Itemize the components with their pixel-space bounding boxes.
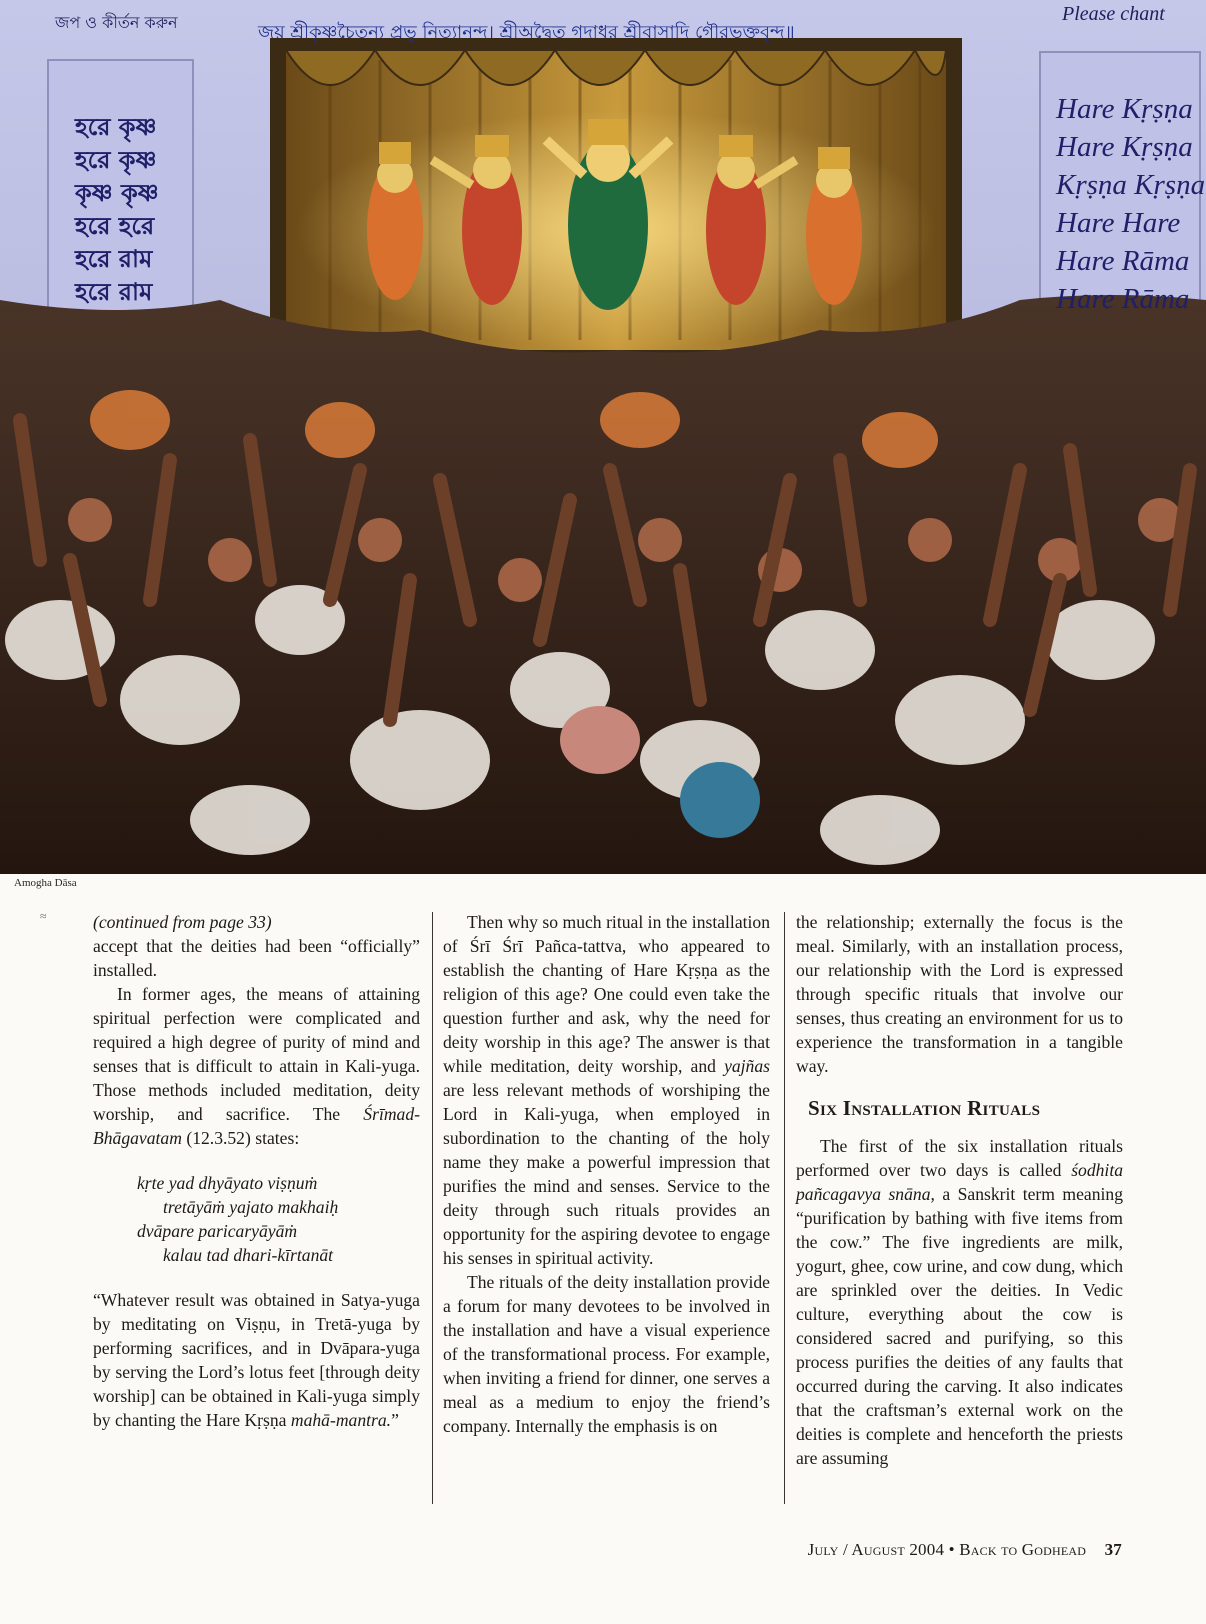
paragraph-text: “Whatever result was obtained in Satya-yuga by meditating on Viṣṇu, in Tretā-yuga by performing sacrifices, and in Dvāpara-yuga by serving the Lord’s lotus feet [through deity worship] can be obtained in Kali-yuga simply by chanting the Hare Kṛṣṇa (93, 1290, 420, 1430)
corner-mark: ≈ (40, 909, 47, 923)
continued-note: (continued from page 33) (93, 912, 272, 932)
paragraph-text: Then why so much ritual in the installation of Śrī Śrī Pañca-tattva, who appeared to establish the chanting of Hare Kṛṣṇa as the religion of this age? One could even take the question further and ask, why the need for deity worship in this age? The answer is that while meditation, deity worship, and (443, 912, 770, 1076)
paragraph-text: The first of the six installation rituals performed over two days is called (796, 1136, 1123, 1180)
column-rule-1 (432, 912, 433, 1504)
bengali-chant-label: জপ ও কীর্তন করুন (55, 13, 178, 32)
paragraph: The rituals of the deity installation provide a forum for many devotees to be involved in the installation and have a visual experience of the transformational process. For example, when inviting a friend for dinner, one serves a meal as a medium to enjoy the friend’s company. Internally the emphasis is on (443, 1272, 770, 1436)
verse-line: dvāpare paricaryāyāṁ (137, 1221, 298, 1241)
italic-term: yajñas (724, 1056, 770, 1076)
verse-line: tretāyāṁ yajato makhaiḥ (163, 1197, 339, 1217)
article-column-3 (796, 910, 1123, 1470)
paragraph: accept that the deities had been “officially” installed. (93, 936, 420, 980)
bengali-mantra-line-5: হরে রাম (75, 245, 153, 273)
italic-term: śodhita pañcagavya snāna, (796, 1160, 1123, 1204)
bengali-mantra-line-3: কৃষ্ণ কৃষ্ণ (75, 179, 159, 207)
sanskrit-verse (137, 1171, 420, 1267)
roman-mantra-line-5: Hare Rāma (1056, 245, 1190, 277)
please-chant-label: Please chant (1062, 3, 1165, 25)
closing-quote: ” (391, 1410, 399, 1430)
bengali-mantra-line-1: হরে কৃষ্ণ (75, 113, 157, 141)
paragraph (93, 982, 420, 1150)
roman-mantra-line-4: Hare Hare (1056, 207, 1181, 239)
crowd (0, 295, 1206, 874)
roman-mantra-line-3: Kṛṣṇa Kṛṣṇa (1056, 169, 1206, 201)
bengali-mantra-line-2: হরে কৃষ্ণ (75, 146, 157, 174)
paragraph: the relationship; externally the focus is the meal. Similarly, with an installation process, our relationship with the Lord is expressed through specific rituals that involve our senses, thus creating an environment for us to experience the transformation in a tangible way. (796, 912, 1123, 1076)
paragraph (93, 1288, 420, 1432)
paragraph-text: a Sanskrit term meaning “purification by bathing with five items from the cow.” The five ingredients are milk, yogurt, ghee, cow urine, and cow dung, which are sprinkled over the deities. In Vedic culture, everything about the cow is considered sacred and purifying, so this process purifies the deities of any faults that occurred during the carving. It also indicates that the craftsman’s external work on the deities is complete and henceforth the priests are assuming (796, 1184, 1123, 1468)
column-rule-2 (784, 912, 785, 1504)
page-number: 37 (1104, 1540, 1122, 1559)
bengali-banner: জয় শ্রীকৃষ্ণচৈতন্য প্রভু নিত্যানন্দ। শ্রীঅদ্বৈত গদাধর শ্রীবাসাদি গৌরভক্তবৃন্দ॥ (258, 22, 795, 43)
paragraph (796, 1134, 1123, 1470)
bengali-mantra-line-6: হরে রাম (75, 278, 153, 306)
section-heading: Six Installation Rituals (808, 1096, 1041, 1120)
photo-credit: Amogha Dāsa (14, 877, 77, 889)
italic-term: mahā-mantra. (290, 1410, 392, 1430)
article-column-1 (93, 910, 420, 1432)
verse-line: kṛte yad dhyāyato viṣṇuṁ (137, 1173, 318, 1193)
issue-date: July / August 2004 (807, 1540, 945, 1559)
book-title: Śrīmad-Bhāgavatam (93, 1104, 420, 1148)
paragraph (443, 910, 770, 1270)
roman-mantra-line-1: Hare Kṛṣṇa (1056, 93, 1193, 125)
bengali-mantra-line-4: হরে হরে (75, 212, 155, 240)
paragraph-text: are less relevant methods of worshiping the Lord in Kali-yuga, when employed in subordination to the chanting of the holy name they make a powerful impression that purifies the mind and senses. Service to the deity through such rituals provides an opportunity for the aspiring devotee to engage his senses in spiritual activity. (443, 1080, 770, 1268)
roman-mantra-line-2: Hare Kṛṣṇa (1056, 131, 1193, 163)
magazine-name: Back to Godhead (959, 1540, 1087, 1559)
paragraph-text: In former ages, the means of attaining spiritual perfection were complicated and required a high degree of purity of mind and senses that is difficult to attain in Kali-yuga. Those methods included meditation, deity worship, and sacrifice. The (93, 984, 420, 1124)
roman-mantra-line-6: Hare Rāma (1056, 283, 1190, 315)
paragraph-text: (12.3.52) states: (186, 1128, 300, 1148)
article-column-2 (443, 910, 770, 1438)
page-footer (808, 1540, 1122, 1560)
verse-line: kalau tad dhari-kīrtanāt (163, 1245, 334, 1265)
footer-separator: • (948, 1540, 955, 1559)
